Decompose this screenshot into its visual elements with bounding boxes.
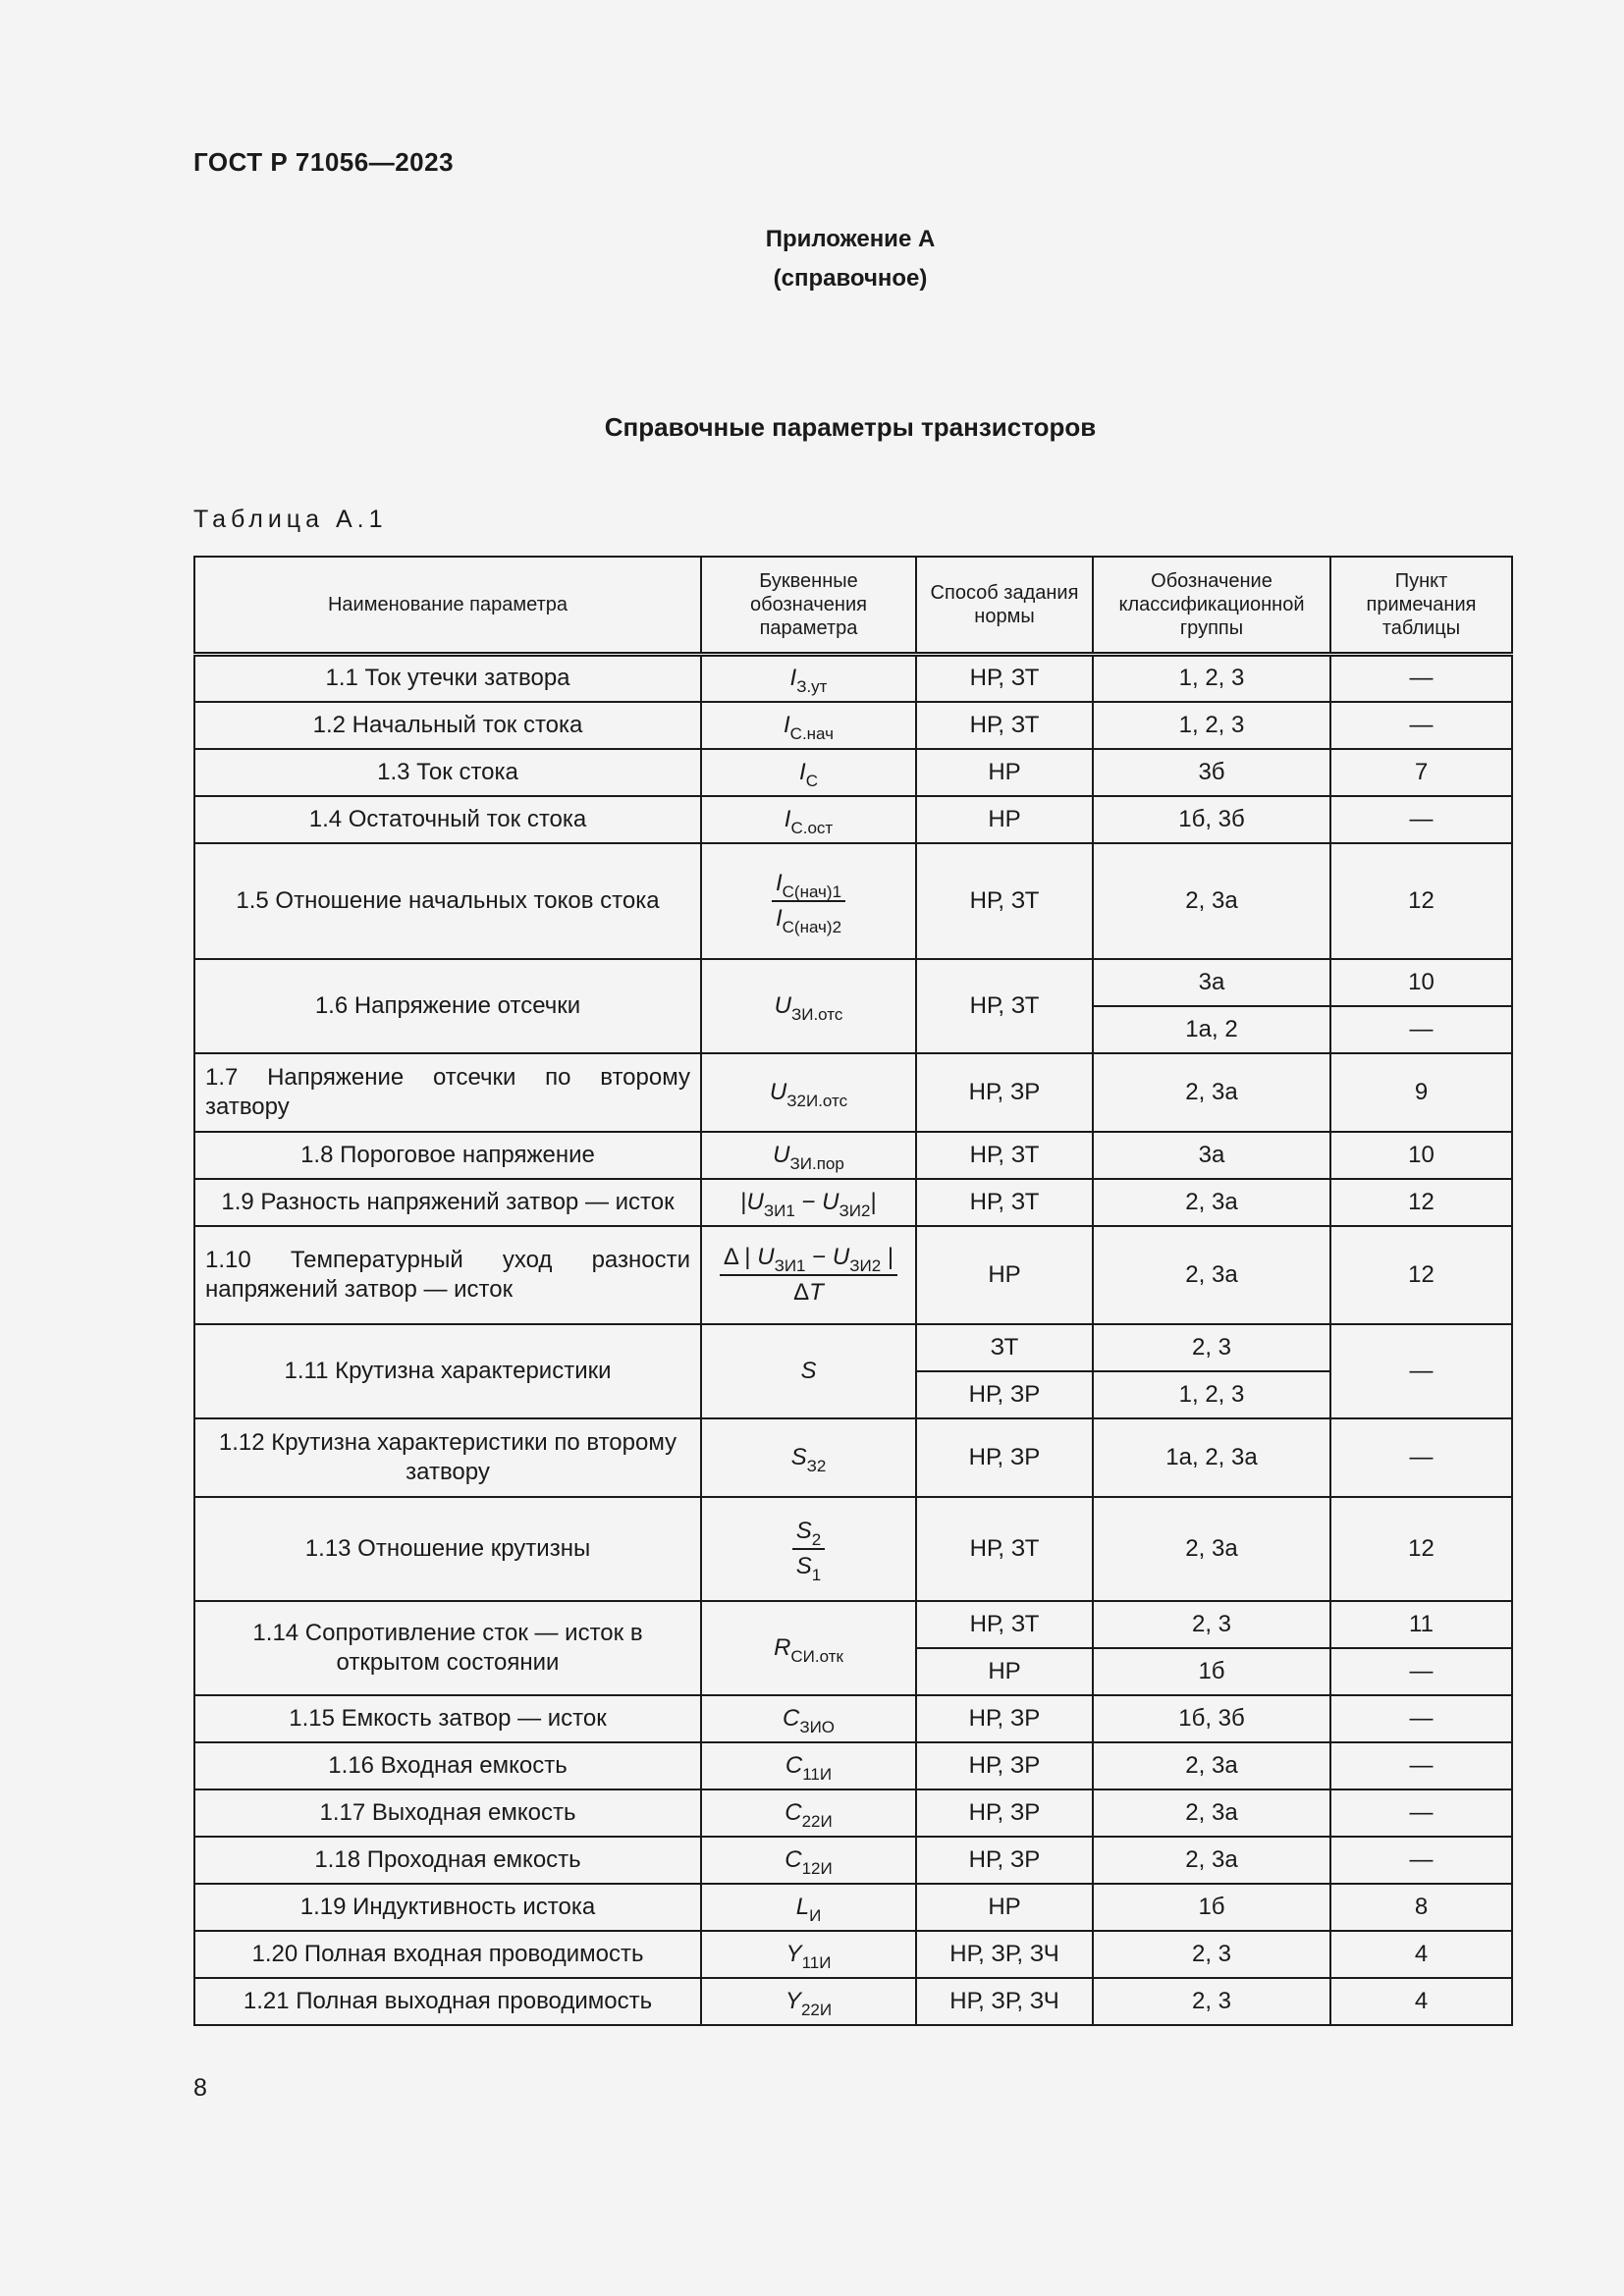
param-name: 1.20 Полная входная проводимость [194, 1931, 701, 1978]
param-symbol: $L_И$ [701, 1884, 916, 1931]
param-group: 1б [1093, 1884, 1330, 1931]
column-header: Способ задания нормы [916, 557, 1093, 655]
page-number: 8 [193, 2074, 207, 2102]
table-row [194, 1418, 1512, 1497]
param-note: — [1330, 1695, 1512, 1742]
appendix-subtitle: (справочное) [773, 265, 928, 292]
param-method: НР, ЗТ [916, 959, 1093, 1053]
param-group: 2, 3 [1093, 1324, 1330, 1371]
param-name: 1.7 Напряжение отсечки по второму затвору [194, 1053, 701, 1132]
table-row [194, 1695, 1512, 1742]
param-symbol: $C_{22И}$ [701, 1789, 916, 1837]
param-group: 3б [1093, 749, 1330, 796]
param-name: 1.14 Сопротивление сток — исток в открытом состоянии [194, 1601, 701, 1695]
param-group: 1б [1093, 1648, 1330, 1695]
param-note: — [1330, 1648, 1512, 1695]
column-header: Буквенные обозначения параметра [701, 557, 916, 655]
param-symbol: $I_{С.нач}$ [701, 702, 916, 749]
param-method: НР, ЗТ [916, 1179, 1093, 1226]
param-symbol: $R_{СИ.отк}$ [701, 1601, 916, 1695]
param-name: 1.13 Отношение крутизны [194, 1497, 701, 1601]
table-row [194, 843, 1512, 959]
param-name: 1.12 Крутизна характеристики по второму затвору [194, 1418, 701, 1497]
param-method: НР [916, 1226, 1093, 1324]
param-note: 10 [1330, 1132, 1512, 1179]
param-method: НР, ЗР [916, 1742, 1093, 1789]
table-row [194, 1601, 1512, 1648]
param-name: 1.18 Проходная емкость [194, 1837, 701, 1884]
table-row [194, 1931, 1512, 1978]
param-note: — [1330, 1324, 1512, 1418]
param-method: НР [916, 1884, 1093, 1931]
param-method: НР [916, 796, 1093, 843]
param-group: 1, 2, 3 [1093, 1371, 1330, 1418]
param-note: — [1330, 1418, 1512, 1497]
param-group: 1б, 3б [1093, 796, 1330, 843]
table-row [194, 1837, 1512, 1884]
param-symbol: $\frac{I_{С(нач)1}}{I_{С(нач)2}}$ [701, 843, 916, 959]
param-name: 1.10 Температурный уход разности напряжений затвор — исток [194, 1226, 701, 1324]
param-name: 1.15 Емкость затвор — исток [194, 1695, 701, 1742]
param-method: ЗТ [916, 1324, 1093, 1371]
param-symbol: $\frac{\Delta | U_{ЗИ1} - U_{ЗИ2} |}{\Delta T}$ [701, 1226, 916, 1324]
param-group: 1б, 3б [1093, 1695, 1330, 1742]
table-row [194, 1324, 1512, 1371]
param-symbol: $C_{ЗИО}$ [701, 1695, 916, 1742]
param-group: 2, 3а [1093, 1179, 1330, 1226]
param-note: 4 [1330, 1978, 1512, 2025]
param-method: НР, ЗР [916, 1789, 1093, 1837]
param-symbol: $C_{11И}$ [701, 1742, 916, 1789]
param-symbol: $\frac{S_2}{S_1}$ [701, 1497, 916, 1601]
param-group: 2, 3а [1093, 1226, 1330, 1324]
param-note: — [1330, 1006, 1512, 1053]
param-name: 1.19 Индуктивность истока [194, 1884, 701, 1931]
param-name: 1.16 Входная емкость [194, 1742, 701, 1789]
param-group: 2, 3 [1093, 1931, 1330, 1978]
param-name: 1.11 Крутизна характеристики [194, 1324, 701, 1418]
param-method: НР, ЗР [916, 1837, 1093, 1884]
param-name: 1.21 Полная выходная проводимость [194, 1978, 701, 2025]
param-group: 3а [1093, 1132, 1330, 1179]
param-method: НР, ЗТ [916, 1497, 1093, 1601]
table-row [194, 1789, 1512, 1837]
column-header: Обозначение классификационной группы [1093, 557, 1330, 655]
table-row [194, 749, 1512, 796]
table-caption: Таблица А.1 [193, 506, 388, 533]
param-symbol: S [701, 1324, 916, 1418]
param-symbol: $I_С$ [701, 749, 916, 796]
param-name: 1.8 Пороговое напряжение [194, 1132, 701, 1179]
param-method: НР, ЗТ [916, 843, 1093, 959]
param-name: 1.1 Ток утечки затвора [194, 655, 701, 702]
parameters-table [193, 556, 1513, 2026]
param-name: 1.3 Ток стока [194, 749, 701, 796]
param-note: 10 [1330, 959, 1512, 1006]
param-method: НР, ЗР [916, 1371, 1093, 1418]
param-group: 2, 3а [1093, 1742, 1330, 1789]
param-note: 12 [1330, 1497, 1512, 1601]
appendix-title: Приложение А [765, 226, 936, 252]
table-row [194, 1978, 1512, 2025]
document-code: ГОСТ Р 71056—2023 [193, 147, 455, 177]
param-group: 2, 3 [1093, 1601, 1330, 1648]
param-method: НР, ЗТ [916, 702, 1093, 749]
param-method: НР, ЗТ [916, 1601, 1093, 1648]
param-group: 3а [1093, 959, 1330, 1006]
param-note: — [1330, 655, 1512, 702]
param-method: НР, ЗТ [916, 1132, 1093, 1179]
param-name: 1.4 Остаточный ток стока [194, 796, 701, 843]
param-method: НР, ЗР, ЗЧ [916, 1931, 1093, 1978]
table-row [194, 1226, 1512, 1324]
param-group: 2, 3 [1093, 1978, 1330, 2025]
param-symbol: $U_{ЗИ.пор}$ [701, 1132, 916, 1179]
param-symbol: $S_{З2}$ [701, 1418, 916, 1497]
param-group: 2, 3а [1093, 1837, 1330, 1884]
param-symbol: $C_{12И}$ [701, 1837, 916, 1884]
param-note: 4 [1330, 1931, 1512, 1978]
param-name: 1.17 Выходная емкость [194, 1789, 701, 1837]
param-method: НР, ЗТ [916, 655, 1093, 702]
param-symbol: $U_{ЗИ.отс}$ [701, 959, 916, 1053]
param-group: 2, 3а [1093, 843, 1330, 959]
param-method: НР [916, 749, 1093, 796]
table-row [194, 655, 1512, 702]
table-row [194, 1497, 1512, 1601]
param-note: — [1330, 1742, 1512, 1789]
param-method: НР, ЗР [916, 1695, 1093, 1742]
param-note: 8 [1330, 1884, 1512, 1931]
table-row [194, 959, 1512, 1006]
param-note: — [1330, 1789, 1512, 1837]
param-group: 2, 3а [1093, 1053, 1330, 1132]
param-name: 1.9 Разность напряжений затвор — исток [194, 1179, 701, 1226]
param-symbol: $I_{З.ут}$ [701, 655, 916, 702]
param-note: 12 [1330, 1226, 1512, 1324]
param-symbol: $Y_{11И}$ [701, 1931, 916, 1978]
param-symbol: $I_{С.ост}$ [701, 796, 916, 843]
param-method: НР, ЗР [916, 1418, 1093, 1497]
param-method: НР, ЗР [916, 1053, 1093, 1132]
table-row [194, 702, 1512, 749]
param-method: НР, ЗР, ЗЧ [916, 1978, 1093, 2025]
param-name: 1.2 Начальный ток стока [194, 702, 701, 749]
column-header: Пункт примечания таблицы [1330, 557, 1512, 655]
table-header-row [194, 557, 1512, 655]
section-title: Справочные параметры транзисторов [604, 412, 1097, 442]
param-symbol: $Y_{22И}$ [701, 1978, 916, 2025]
table-row [194, 1132, 1512, 1179]
table-row [194, 796, 1512, 843]
param-note: 9 [1330, 1053, 1512, 1132]
param-symbol: $|U_{ЗИ1} - U_{ЗИ2}|$ [701, 1179, 916, 1226]
param-group: 1, 2, 3 [1093, 655, 1330, 702]
table-row [194, 1053, 1512, 1132]
param-note: — [1330, 1837, 1512, 1884]
param-group: 2, 3а [1093, 1789, 1330, 1837]
param-group: 2, 3а [1093, 1497, 1330, 1601]
table-row [194, 1179, 1512, 1226]
param-note: — [1330, 702, 1512, 749]
param-note: 12 [1330, 843, 1512, 959]
column-header: Наименование параметра [194, 557, 701, 655]
param-group: 1а, 2 [1093, 1006, 1330, 1053]
param-symbol: $U_{З2И.отс}$ [701, 1053, 916, 1132]
param-note: 7 [1330, 749, 1512, 796]
table-row [194, 1884, 1512, 1931]
table-row [194, 1742, 1512, 1789]
param-name: 1.5 Отношение начальных токов стока [194, 843, 701, 959]
param-method: НР [916, 1648, 1093, 1695]
param-name: 1.6 Напряжение отсечки [194, 959, 701, 1053]
param-note: 12 [1330, 1179, 1512, 1226]
param-group: 1, 2, 3 [1093, 702, 1330, 749]
param-note: 11 [1330, 1601, 1512, 1648]
param-group: 1а, 2, 3а [1093, 1418, 1330, 1497]
param-note: — [1330, 796, 1512, 843]
